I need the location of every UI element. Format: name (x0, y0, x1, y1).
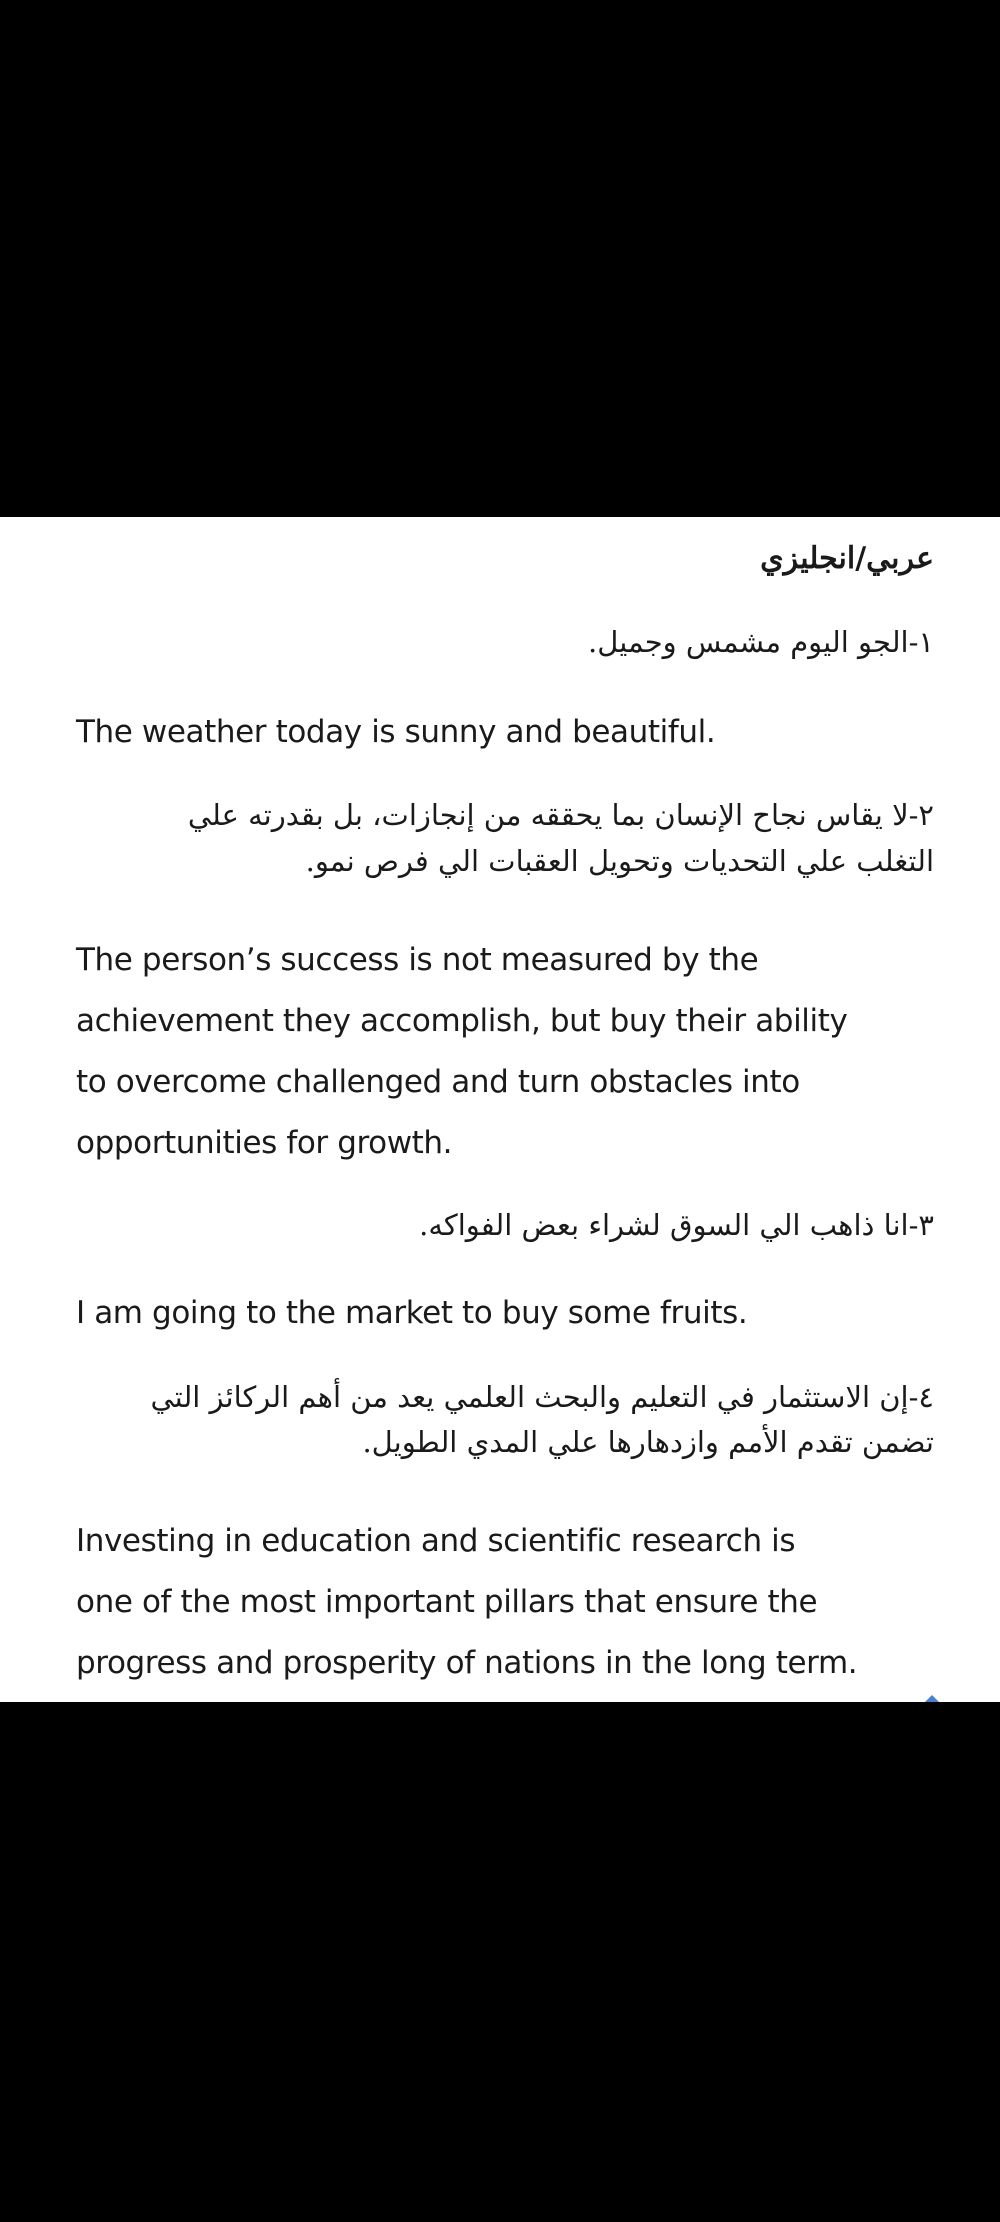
english-sentence-4-line-1: Investing in education and scientific research is (76, 1523, 796, 1559)
arabic-sentence-2-line-2: التغلب علي التحديات وتحويل العقبات الي فرص نمو. (305, 844, 934, 878)
arabic-sentence-3: ٣-انا ذاهب الي السوق لشراء بعض الفواكه. (419, 1208, 934, 1242)
english-sentence-2-line-2: achievement they accomplish, but buy their ability (76, 1003, 848, 1039)
arabic-sentence-1: ١-الجو اليوم مشمس وجميل. (588, 625, 934, 659)
english-sentence-3: I am going to the market to buy some fruits. (76, 1295, 748, 1331)
english-sentence-2-line-3: to overcome challenged and turn obstacles into (76, 1064, 800, 1100)
english-sentence-2-line-1: The person’s success is not measured by the (76, 942, 759, 978)
document-page (0, 517, 1000, 1702)
arabic-sentence-4-line-1: ٤-إن الاستثمار في التعليم والبحث العلمي يعد من أهم الركائز التي (150, 1380, 934, 1414)
selection-handle-icon[interactable] (925, 1695, 939, 1702)
arabic-sentence-2-line-1: ٢-لا يقاس نجاح الإنسان بما يحققه من إنجازات، بل بقدرته علي (187, 798, 934, 832)
arabic-sentence-4-line-2: تضمن تقدم الأمم وازدهارها علي المدي الطويل. (362, 1425, 934, 1459)
english-sentence-4-line-2: one of the most important pillars that ensure the (76, 1584, 818, 1620)
english-sentence-4-line-3: progress and prosperity of nations in the long term. (76, 1645, 858, 1681)
english-sentence-1: The weather today is sunny and beautiful. (76, 714, 716, 750)
english-sentence-2-line-4: opportunities for growth. (76, 1125, 453, 1161)
document-heading: عربي/انجليزي (760, 541, 934, 576)
